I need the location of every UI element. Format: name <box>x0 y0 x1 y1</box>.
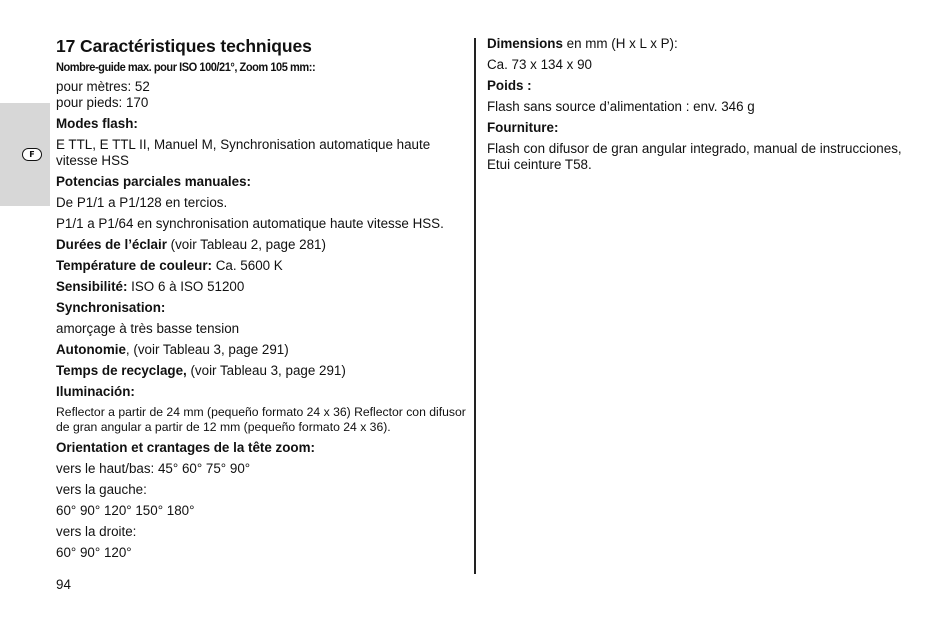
dimensions-value: Ca. 73 x 134 x 90 <box>487 57 592 72</box>
illumination-value: Reflector a partir de 24 mm (pequeño formato 24 x 36) Reflector con difusor de gran angular a partir de 12 mm (pequeño formato 24 x 36). <box>56 405 466 434</box>
partial-power-line-2: P1/1 a P1/64 en synchronisation automatique haute vitesse HSS. <box>56 216 444 231</box>
autonomy <box>56 342 466 358</box>
guide-feet: pour pieds: 170 <box>56 95 149 110</box>
autonomy-label: Autonomie <box>56 342 126 357</box>
color-temperature <box>56 258 466 274</box>
orientation-line-5: 60° 90° 120° <box>56 545 132 560</box>
dimensions-suffix: en mm (H x L x P): <box>562 36 678 51</box>
guide-number-heading: Nombre-guide max. pour ISO 100/21°, Zoom 105 mm:: <box>56 60 316 74</box>
orientation-line-2: vers la gauche: <box>56 482 147 497</box>
guide-number-values <box>56 79 466 111</box>
left-column <box>56 36 466 566</box>
dimensions-heading <box>487 36 927 52</box>
sync-heading: Synchronisation: <box>56 300 166 315</box>
orientation-line-1: vers le haut/bas: 45° 60° 75° 90° <box>56 461 251 476</box>
weight-value: Flash sans source d’alimentation : env. 346 g <box>487 99 755 114</box>
supply-heading: Fourniture: <box>487 120 559 135</box>
sensitivity-label: Sensibilité: <box>56 279 128 294</box>
sync-value: amorçage à très basse tension <box>56 321 240 336</box>
flash-duration-label: Durées de l’éclair <box>56 237 167 252</box>
sensitivity-value: ISO 6 à ISO 51200 <box>127 279 245 294</box>
recycle-time-label: Temps de recyclage, <box>56 363 187 378</box>
color-temperature-value: Ca. 5600 K <box>212 258 283 273</box>
flash-duration-value: (voir Tableau 2, page 281) <box>166 237 326 252</box>
partial-power-line-1: De P1/1 a P1/128 en tercios. <box>56 195 228 210</box>
autonomy-value: , (voir Tableau 3, page 291) <box>125 342 289 357</box>
modes-value: E TTL, E TTL II, Manuel M, Synchronisation automatique haute vitesse HSS <box>56 137 431 168</box>
sensitivity <box>56 279 466 295</box>
column-divider <box>474 38 476 574</box>
orientation-line-4: vers la droite: <box>56 524 137 539</box>
page-title: 17 Caractéristiques techniques <box>56 36 312 56</box>
language-badge: F <box>22 148 42 161</box>
modes-heading: Modes flash: <box>56 116 138 131</box>
guide-meters: pour mètres: 52 <box>56 79 150 94</box>
color-temperature-label: Température de couleur: <box>56 258 213 273</box>
supply-value: Flash con difusor de gran angular integrado, manual de instrucciones, Etui ceinture T58. <box>487 141 902 172</box>
illumination-heading: Iluminación: <box>56 384 135 399</box>
weight-heading: Poids : <box>487 78 532 93</box>
orientation-line-3: 60° 90° 120° 150° 180° <box>56 503 195 518</box>
orientation-heading: Orientation et crantages de la tête zoom: <box>56 440 315 455</box>
recycle-time-value: (voir Tableau 3, page 291) <box>186 363 346 378</box>
flash-duration <box>56 237 466 253</box>
right-column <box>487 36 927 178</box>
dimensions-label: Dimensions <box>487 36 563 51</box>
page-number: 94 <box>56 577 71 592</box>
recycle-time <box>56 363 466 379</box>
partial-power-heading: Potencias parciales manuales: <box>56 174 252 189</box>
